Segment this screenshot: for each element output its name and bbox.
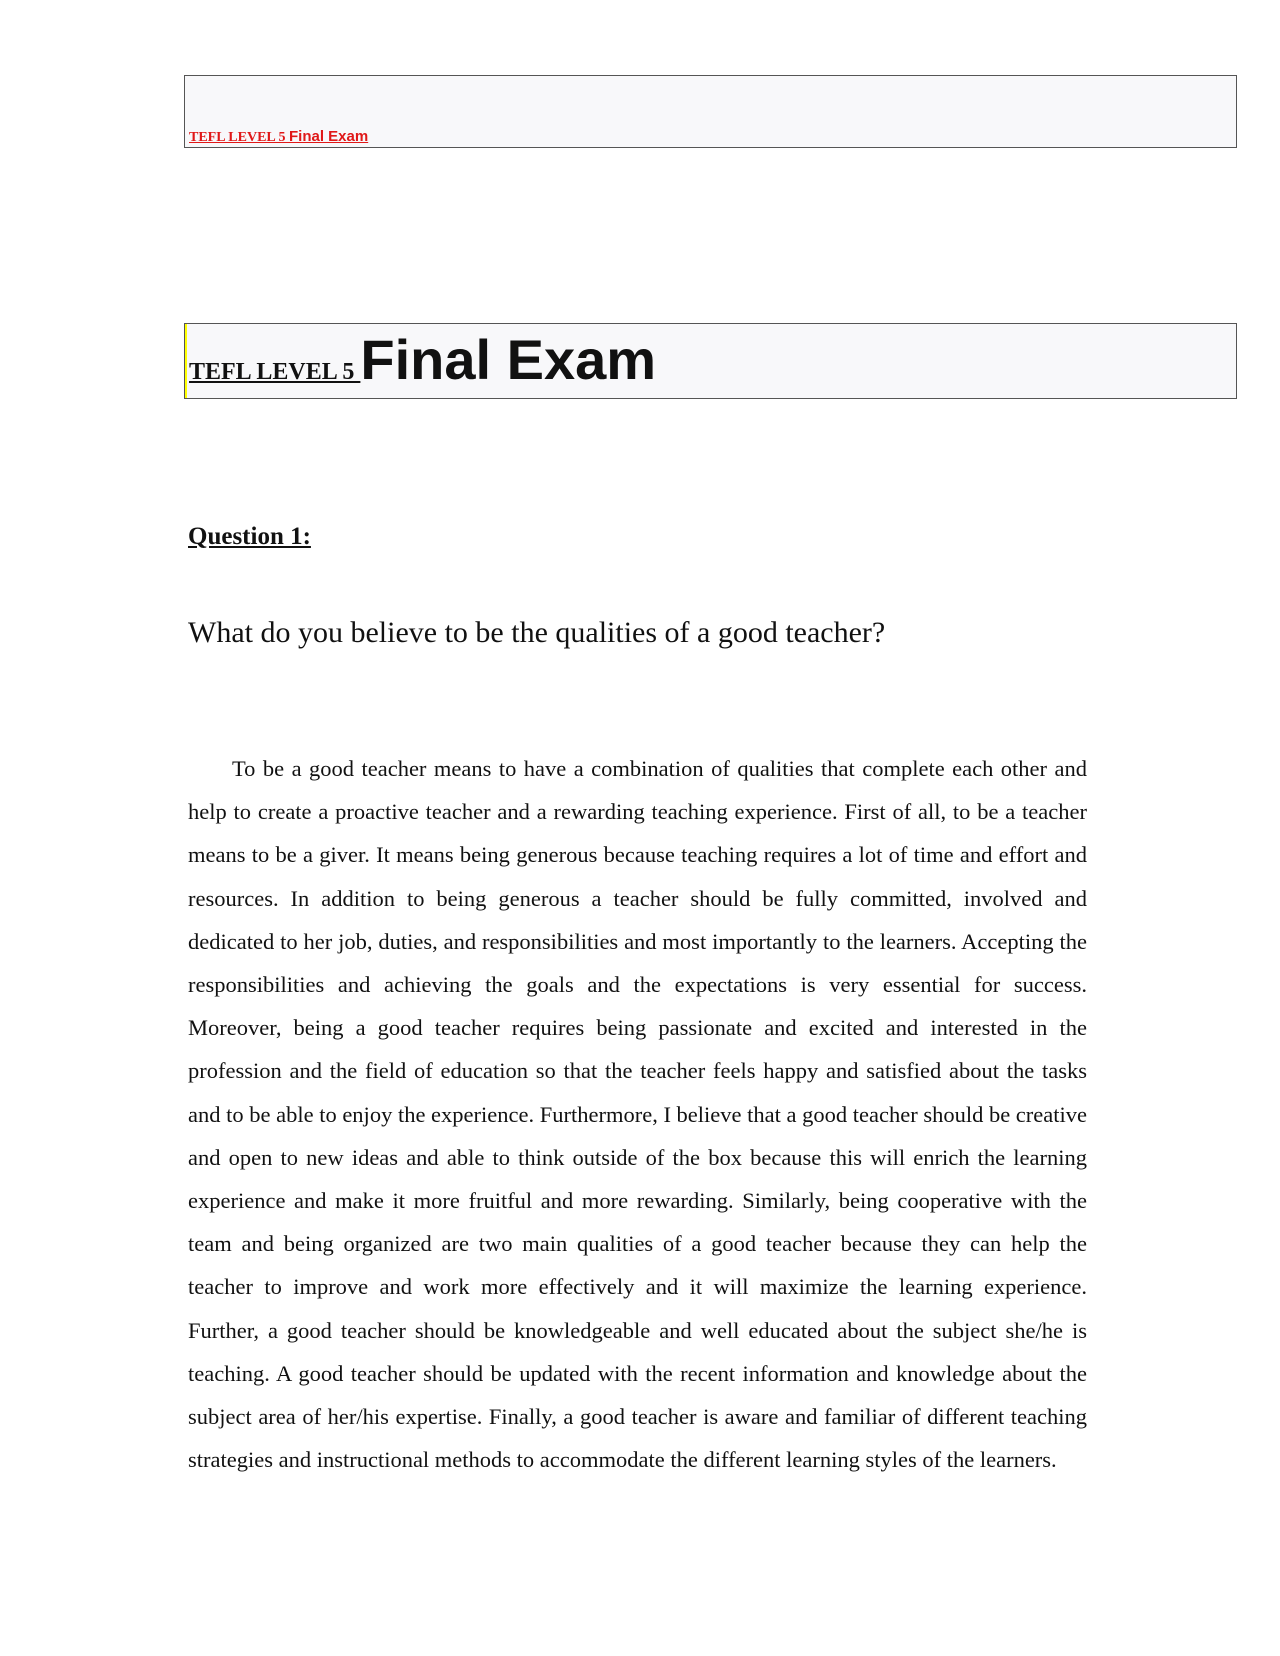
page-header-box bbox=[184, 75, 1237, 148]
title-level-text: TEFL LEVEL 5 bbox=[189, 359, 361, 385]
header-title-exam: Final Exam bbox=[288, 128, 369, 145]
document-title-box bbox=[184, 323, 1237, 399]
title-exam-text: Final Exam bbox=[360, 328, 657, 391]
question-heading: Question 1: bbox=[188, 523, 311, 550]
question-prompt: What do you believe to be the qualities of a good teacher? bbox=[188, 616, 886, 649]
title-highlight bbox=[185, 324, 657, 398]
answer-paragraph: To be a good teacher means to have a combination of qualities that complete each other and help to create a proactive teacher and a rewarding teaching experience. First of all, to be a teacher means to be a giver. It means being generous because teaching requires a lot of time and effort and resources. In addition to being generous a teacher should be fully committed, involved and dedicated to her job, duties, and responsibilities and most importantly to the learners. Accepting the responsibilities and achieving the goals and the expectations is very essential for success. Moreover, being a good teacher requires being passionate and excited and interested in the profession and the field of education so that the teacher feels happy and satisfied about the tasks and to be able to enjoy the experience. Furthermore, I believe that a good teacher should be creative and open to new ideas and able to think outside of the box because this will enrich the learning experience and make it more fruitful and more rewarding. Similarly, being cooperative with the team and being organized are two main qualities of a good teacher because they can help the teacher to improve and work more effectively and it will maximize the learning experience. Further, a good teacher should be knowledgeable and well educated about the subject she/he is teaching. A good teacher should be updated with the recent information and knowledge about the subject area of her/his expertise. Finally, a good teacher is aware and familiar of different teaching strategies and instructional methods to accommodate the different learning styles of the learners. bbox=[188, 756, 1088, 1473]
header-title bbox=[189, 128, 368, 147]
header-title-level: TEFL LEVEL 5 bbox=[189, 130, 289, 145]
